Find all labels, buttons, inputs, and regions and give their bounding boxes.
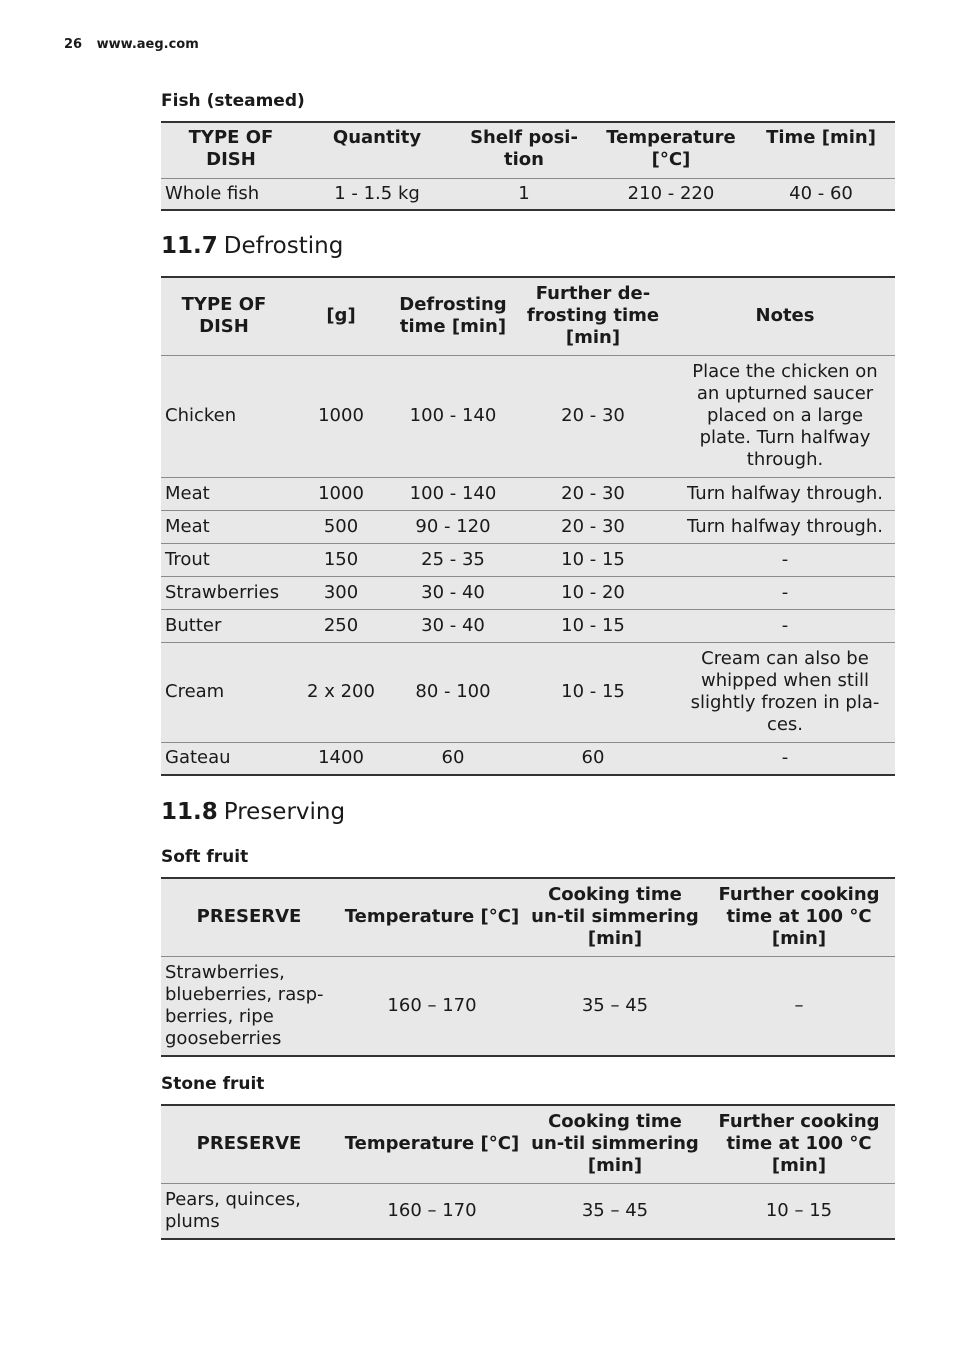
- cell: Turn halfway through.: [675, 510, 895, 543]
- cell: 35 – 45: [527, 1183, 703, 1239]
- col-header: Cooking time un-til simmering [min]: [527, 878, 703, 956]
- cell: 40 - 60: [747, 178, 895, 210]
- cell: 10 - 20: [511, 576, 675, 609]
- cell: Cream can also be whipped when still slightly frozen in pla-ces.: [675, 642, 895, 742]
- cell: 1000: [287, 355, 395, 477]
- cell: 90 - 120: [395, 510, 511, 543]
- fish-table-label: Fish (steamed): [161, 91, 305, 111]
- cell: 160 – 170: [337, 1183, 527, 1239]
- col-header: Quantity: [301, 122, 453, 178]
- cell: -: [675, 576, 895, 609]
- cell: –: [703, 956, 895, 1056]
- col-header: Further cooking time at 100 °C [min]: [703, 1105, 895, 1183]
- cell: -: [675, 543, 895, 576]
- table-row: [161, 543, 895, 576]
- cell: 1000: [287, 477, 395, 510]
- stone-fruit-label: Stone fruit: [161, 1074, 265, 1094]
- col-header: [g]: [287, 277, 395, 355]
- col-header: Time [min]: [747, 122, 895, 178]
- cell: 300: [287, 576, 395, 609]
- cell: 100 - 140: [395, 355, 511, 477]
- cell: 20 - 30: [511, 477, 675, 510]
- cell: 210 - 220: [595, 178, 747, 210]
- cell: Cream: [161, 642, 287, 742]
- soft-fruit-table: [161, 877, 895, 1057]
- cell: Trout: [161, 543, 287, 576]
- table-row: [161, 477, 895, 510]
- cell: 60: [395, 742, 511, 775]
- cell: 10 - 15: [511, 642, 675, 742]
- section-title: Defrosting: [223, 233, 344, 259]
- defrosting-table: [161, 276, 895, 776]
- cell: 20 - 30: [511, 355, 675, 477]
- cell: 1400: [287, 742, 395, 775]
- cell: 1 - 1.5 kg: [301, 178, 453, 210]
- cell: Chicken: [161, 355, 287, 477]
- section-number: 11.7: [161, 233, 218, 259]
- soft-fruit-label: Soft fruit: [161, 847, 249, 867]
- cell: -: [675, 609, 895, 642]
- cell: Strawberries, blueberries, rasp-berries, ripe gooseberries: [161, 956, 337, 1056]
- cell: 20 - 30: [511, 510, 675, 543]
- col-header: Further de-frosting time [min]: [511, 277, 675, 355]
- table-row: [161, 742, 895, 775]
- cell: 250: [287, 609, 395, 642]
- col-header: TYPE OF DISH: [161, 277, 287, 355]
- stone-fruit-table: [161, 1104, 895, 1240]
- col-header: PRESERVE: [161, 1105, 337, 1183]
- cell: 10 – 15: [703, 1183, 895, 1239]
- cell: 2 x 200: [287, 642, 395, 742]
- table-row: [161, 956, 895, 1056]
- section-heading-defrosting: [161, 233, 343, 259]
- cell: 500: [287, 510, 395, 543]
- cell: Gateau: [161, 742, 287, 775]
- cell: -: [675, 742, 895, 775]
- col-header: Cooking time un-til simmering [min]: [527, 1105, 703, 1183]
- col-header: PRESERVE: [161, 878, 337, 956]
- cell: 80 - 100: [395, 642, 511, 742]
- col-header: Shelf posi-tion: [453, 122, 595, 178]
- table-row: [161, 510, 895, 543]
- website-url[interactable]: www.aeg.com: [96, 37, 199, 52]
- section-title: Preserving: [223, 799, 346, 825]
- table-row: [161, 576, 895, 609]
- cell: 150: [287, 543, 395, 576]
- cell: 60: [511, 742, 675, 775]
- table-row: [161, 1183, 895, 1239]
- cell: Pears, quinces, plums: [161, 1183, 337, 1239]
- col-header: Temperature [°C]: [595, 122, 747, 178]
- cell: 100 - 140: [395, 477, 511, 510]
- cell: 25 - 35: [395, 543, 511, 576]
- cell: 30 - 40: [395, 576, 511, 609]
- cell: 30 - 40: [395, 609, 511, 642]
- table-row: [161, 178, 895, 210]
- cell: 160 – 170: [337, 956, 527, 1056]
- cell: Place the chicken on an upturned saucer placed on a large plate. Turn halfway through.: [675, 355, 895, 477]
- cell: Whole fish: [161, 178, 301, 210]
- page-header: [64, 37, 199, 52]
- section-heading-preserving: [161, 799, 345, 825]
- cell: 1: [453, 178, 595, 210]
- col-header: Further cooking time at 100 °C [min]: [703, 878, 895, 956]
- table-row: [161, 642, 895, 742]
- col-header: Temperature [°C]: [337, 1105, 527, 1183]
- col-header: Temperature [°C]: [337, 878, 527, 956]
- col-header: TYPE OF DISH: [161, 122, 301, 178]
- cell: 10 - 15: [511, 609, 675, 642]
- cell: 35 – 45: [527, 956, 703, 1056]
- cell: Meat: [161, 510, 287, 543]
- cell: Meat: [161, 477, 287, 510]
- col-header: Notes: [675, 277, 895, 355]
- section-number: 11.8: [161, 799, 218, 825]
- fish-table: [161, 121, 895, 211]
- table-row: [161, 355, 895, 477]
- cell: Turn halfway through.: [675, 477, 895, 510]
- page-number: 26: [64, 37, 83, 52]
- col-header: Defrosting time [min]: [395, 277, 511, 355]
- table-row: [161, 609, 895, 642]
- cell: Strawberries: [161, 576, 287, 609]
- cell: Butter: [161, 609, 287, 642]
- cell: 10 - 15: [511, 543, 675, 576]
